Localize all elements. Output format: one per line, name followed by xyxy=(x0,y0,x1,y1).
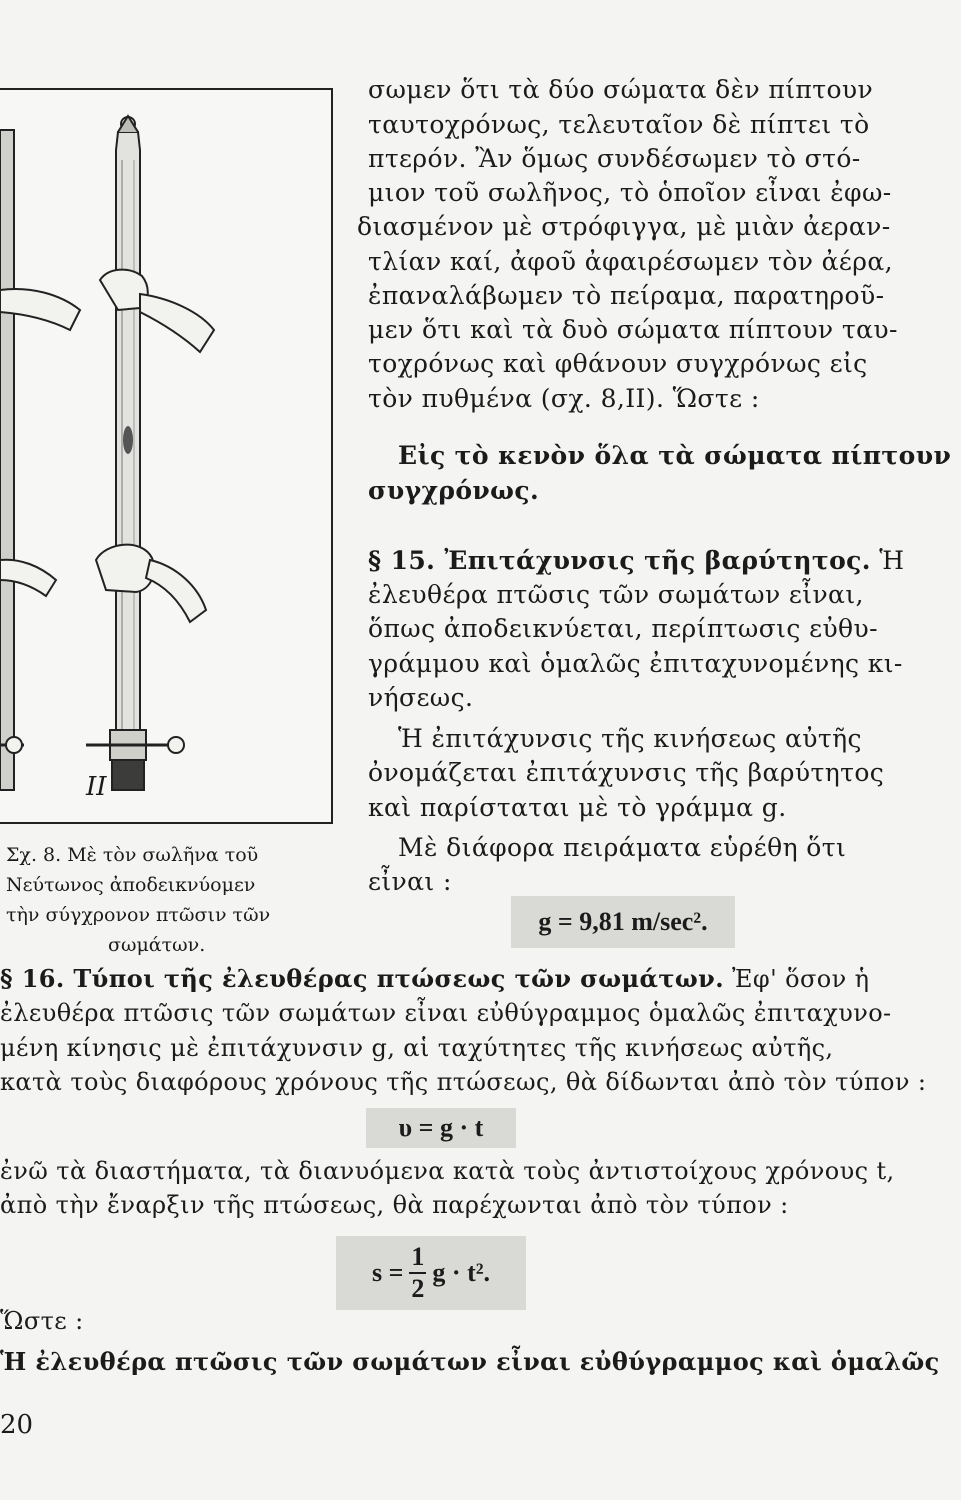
text-line: διασμένον μὲ στρόφιγγα, μὲ μιὰν ἀεραν- xyxy=(357,212,891,241)
text-line: Ἡ xyxy=(870,546,905,575)
figure-newton-tube xyxy=(0,88,333,824)
text-line: εἶναι : xyxy=(368,867,452,896)
formula-s-right: g · t². xyxy=(432,1258,491,1287)
page-number: 20 xyxy=(0,1410,34,1440)
formula-v: υ = g · t xyxy=(366,1108,516,1148)
text-line: μιον τοῦ σωλῆνος, τὸ ὁποῖον εἶναι ἐφω- xyxy=(368,178,892,207)
text-line: κατὰ τοὺς διαφόρους χρόνους τῆς πτώσεως, θὰ δίδωνται ἀπὸ τὸν τύπον : xyxy=(0,1068,927,1096)
text-line: τοχρόνως καὶ φθάνουν συγχρόνως εἰς xyxy=(368,349,868,378)
section-heading: § 16. Τύποι τῆς ἐλευθέρας πτώσεως τῶν σωμάτων. xyxy=(0,964,724,993)
text-line: νήσεως. xyxy=(368,683,474,712)
text-line: Ὥστε : xyxy=(0,1307,84,1335)
text-line: γράμμου καὶ ὁμαλῶς ἐπιταχυνομένης κι- xyxy=(368,649,903,678)
text-line: Ἡ ἐπιτάχυνσις τῆς κινήσεως αὐτῆς xyxy=(398,724,862,753)
text-line: ἐλευθέρα πτῶσις τῶν σωμάτων εἶναι, xyxy=(368,580,864,609)
caption-line: Σχ. 8. Μὲ τὸν σωλῆνα τοῦ xyxy=(6,844,259,866)
text-line: Εἰς τὸ κενὸν ὅλα τὰ σώματα πίπτουν xyxy=(398,441,952,470)
text-line: πτερόν. Ἂν ὅμως συνδέσωμεν τὸ στό- xyxy=(368,144,861,173)
text-line: τὸν πυθμένα (σχ. 8,II). Ὥστε : xyxy=(368,384,760,413)
text-line: Ἐφ' ὅσον ἡ xyxy=(723,965,870,993)
figure-label: II xyxy=(86,772,107,802)
text-line: ὀνομάζεται ἐπιτάχυνσις τῆς βαρύτητος xyxy=(368,758,885,787)
caption-line: τὴν σύγχρονον πτῶσιν τῶν xyxy=(6,904,271,926)
newton-tube-illustration xyxy=(0,90,331,822)
text-line: ταυτοχρόνως, τελευταῖον δὲ πίπτει τὸ xyxy=(368,110,870,139)
text-line: Μὲ διάφορα πειράματα εὑρέθη ὅτι xyxy=(398,833,847,862)
text-line: Ἡ ἐλευθέρα πτῶσις τῶν σωμάτων εἶναι εὐθύγραμμος καὶ ὁμαλῶς xyxy=(0,1347,940,1376)
text-line: σωμεν ὅτι τὰ δύο σώματα δὲν πίπτουν xyxy=(368,75,874,104)
text-line: μένη κίνησις μὲ ἐπιτάχυνσιν g, αἱ ταχύτητες τῆς κινήσεως αὐτῆς, xyxy=(0,1034,834,1062)
fraction-numerator: 1 xyxy=(409,1242,426,1274)
text-line: ἐνῶ τὰ διαστήματα, τὰ διανυόμενα κατὰ τοὺς ἀντιστοίχους χρόνους t, xyxy=(0,1157,895,1185)
formula-s-fraction xyxy=(409,1242,426,1304)
section-heading: § 15. Ἐπιτάχυνσις τῆς βαρύτητος. xyxy=(368,546,871,575)
fraction-denominator: 2 xyxy=(411,1274,425,1303)
caption-line: Νεύτωνος ἀποδεικνύομεν xyxy=(6,874,256,896)
text-line: ἀπὸ τὴν ἔναρξιν τῆς πτώσεως, θὰ παρέχωνται ἀπὸ τὸν τύπον : xyxy=(0,1191,789,1219)
formula-s-left: s = xyxy=(371,1258,404,1287)
caption-line: σωμάτων. xyxy=(108,934,206,956)
text-line: τλίαν καί, ἀφοῦ ἀφαιρέσωμεν τὸν ἀέρα, xyxy=(368,247,893,276)
formula-g: g = 9,81 m/sec². xyxy=(511,896,735,948)
text-line: ἐπαναλάβωμεν τὸ πείραμα, παρατηροῦ- xyxy=(368,281,885,310)
text-line: καὶ παρίσταται μὲ τὸ γράμμα g. xyxy=(368,793,787,822)
text-line: ἐλευθέρα πτῶσις τῶν σωμάτων εἶναι εὐθύγραμμος ὁμαλῶς ἐπιταχυνο- xyxy=(0,999,892,1027)
text-line: ὅπως ἀποδεικνύεται, περίπτωσις εὐθυ- xyxy=(368,614,878,643)
text-line: μεν ὅτι καὶ τὰ δυὸ σώματα πίπτουν ταυ- xyxy=(368,315,898,344)
formula-s xyxy=(336,1236,526,1310)
text-line: συγχρόνως. xyxy=(368,476,540,505)
